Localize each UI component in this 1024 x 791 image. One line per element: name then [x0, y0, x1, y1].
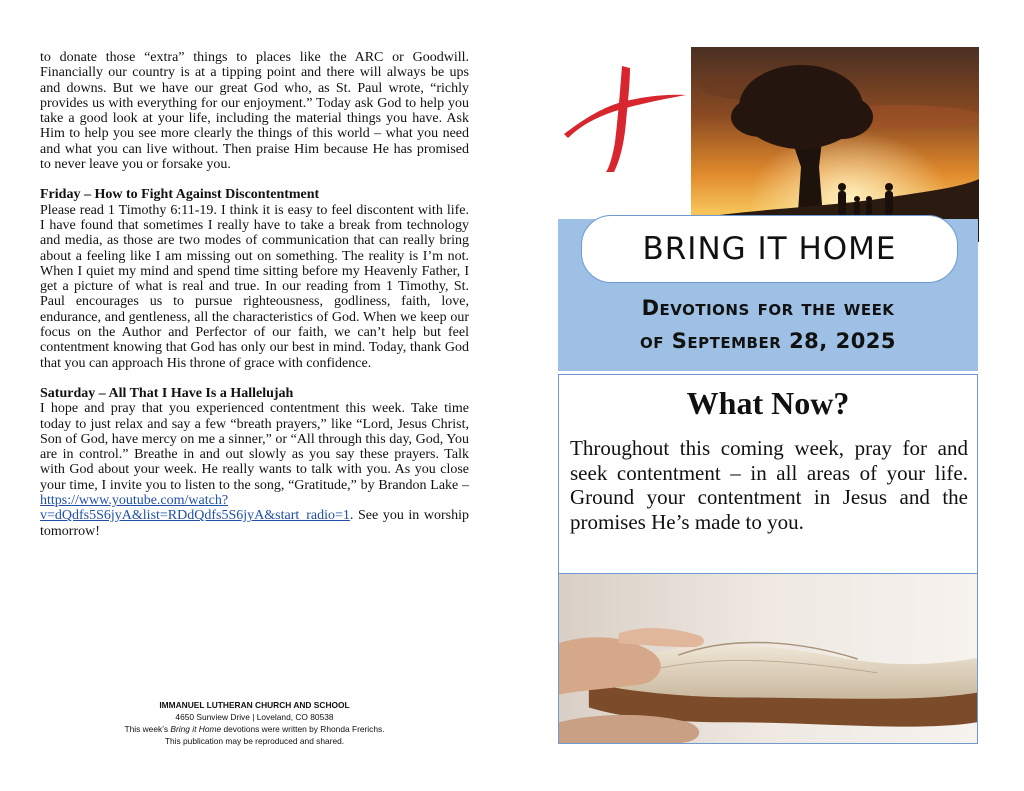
- friday-body: Please read 1 Timothy 6:11-19. I think it is easy to feel discontent with life. I have found that sometimes I really have to take a break from technology and media, as those are two modes of communication that can really bring about a feeling like I am missing out on something. The reality is I’m not. When I quiet my mind and spend time sitting before my Heavenly Father, I get a picture of what is real and true. In our reading from 1 Timothy, St. Paul encourages us to pursue righteousness, godliness, faith, love, endurance, and gentleness, all the characteristics of God. When we keep our focus on the Author and Perfector of our faith, we can’t help but feel contentment knowing that God has only our best in mind. Today, thank God that you can approach His throne of grace with confidence.: [40, 202, 469, 371]
- church-footer: [40, 699, 469, 747]
- saturday-text: I hope and pray that you experienced contentment this week. Take time today to just relax and say a few “breath prayers,” like “Lord, Jesus Christ, Son of God, have mercy on me a sinner,” or “All through this day, God, You are in control.” Breathe in and out slowly as you say these prayers. Talk with God about your week. He really wants to talk with you. As you close your time, I invite you to listen to the song, “Gratitude,” by Brandon Lake –: [40, 401, 469, 493]
- intro-paragraph: to donate those “extra” things to places like the ARC or Goodwill. Financially our country is at a tipping point and there will always be ups and downs. But we have our great God who, as St. Paul wrote, “richly provides us with everything for our enjoyment.” Today ask God to help you take a good look at your life, including the material things you have. Ask Him to help you see more clearly the things of this world – what you need and what you can live without. Then praise Him because He has promised to never leave you or forsake you.: [40, 50, 469, 173]
- credit-post: devotions were written by Rhonda Frerichs.: [221, 724, 385, 734]
- reproduction-note: This publication may be reproduced and shared.: [164, 736, 345, 746]
- saturday-closing: . See you in worship tomorrow!: [40, 508, 469, 539]
- what-now-box: [558, 374, 978, 574]
- devotion-column: [40, 50, 469, 539]
- song-link[interactable]: https://www.youtube.com/watch?v=dQdfs5S6jyA&list=RDdQdfs5S6jyA&start_radio=1: [40, 493, 350, 524]
- friday-heading: Friday – How to Fight Against Discontentment: [40, 187, 320, 203]
- credit-title: Bring it Home: [170, 724, 222, 734]
- saturday-heading: Saturday – All That I Have Is a Hallelujah: [40, 385, 294, 401]
- open-bible-photo: [558, 573, 978, 744]
- church-address: 4650 Sunview Drive | Loveland, CO 80538: [175, 712, 334, 722]
- what-now-body: Throughout this coming week, pray for and seek contentment – in all areas of your life. Ground your contentment in Jesus and the promises He’s made to you.: [570, 436, 968, 534]
- what-now-title: What Now?: [686, 385, 850, 421]
- cross-icon: [560, 62, 690, 174]
- subtitle-line-1: Devotions for the week: [641, 296, 895, 320]
- church-name: IMMANUEL LUTHERAN CHURCH AND SCHOOL: [159, 700, 350, 710]
- author-credit: [40, 723, 469, 735]
- subtitle-line-2: of September 28, 2025: [639, 329, 897, 353]
- credit-pre: This week’s: [124, 724, 171, 734]
- page-title: BRING IT HOME: [581, 215, 958, 283]
- sunset-family-photo: [691, 47, 979, 242]
- devotions-subtitle: [558, 292, 978, 358]
- saturday-body: [40, 401, 469, 539]
